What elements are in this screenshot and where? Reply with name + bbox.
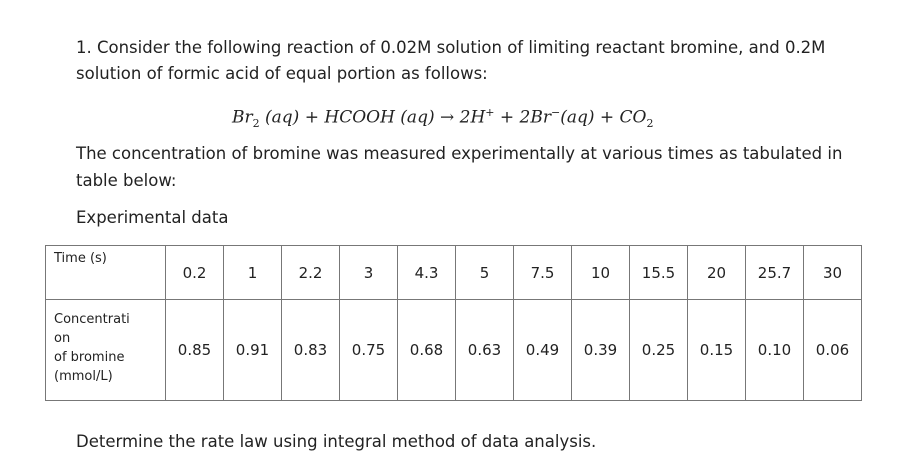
concentration-cell: 0.06 [804, 300, 862, 401]
concentration-cell: 0.85 [166, 300, 224, 401]
concentration-cell: 0.49 [514, 300, 572, 401]
concentration-line-1: The concentration of bromine was measured experimentally at various times as tabulated in [76, 144, 843, 163]
concentration-header-line: of bromine [54, 350, 125, 365]
reaction-equation [232, 101, 654, 136]
eq-part1: (aq) + HCOOH (aq) → 2H [259, 107, 486, 128]
time-cell: 25.7 [746, 246, 804, 300]
concentration-cell: 0.68 [398, 300, 456, 401]
time-cell: 3 [340, 246, 398, 300]
time-cell: 10 [572, 246, 630, 300]
concentration-cell: 0.39 [572, 300, 630, 401]
problem-line-2: solution of formic acid of equal portion as follows: [76, 64, 488, 83]
time-cell: 4.3 [398, 246, 456, 300]
concentration-cell: 0.91 [224, 300, 282, 401]
time-cell: 2.2 [282, 246, 340, 300]
data-table [45, 245, 862, 401]
determine-instruction: Determine the rate law using integral method of data analysis. [76, 432, 597, 451]
eq-part3: (aq) + CO [560, 107, 647, 128]
concentration-cell: 0.83 [282, 300, 340, 401]
time-cell: 20 [688, 246, 746, 300]
time-cell: 5 [456, 246, 514, 300]
time-cell: 0.2 [166, 246, 224, 300]
time-row [46, 246, 862, 300]
eq-br-sub: 2 [252, 117, 260, 131]
concentration-line-2: table below: [76, 171, 177, 190]
concentration-header-line: on [54, 331, 71, 346]
time-cell: 7.5 [514, 246, 572, 300]
concentration-cell: 0.10 [746, 300, 804, 401]
experimental-data-heading: Experimental data [76, 208, 229, 227]
concentration-header-line: (mmol/L) [54, 369, 113, 384]
eq-br: Br [232, 107, 253, 128]
concentration-cell: 0.25 [630, 300, 688, 401]
concentration-header-line: Concentrati [54, 312, 130, 327]
concentration-row [46, 300, 862, 401]
concentration-header [46, 300, 166, 401]
time-cell: 1 [224, 246, 282, 300]
concentration-cell: 0.75 [340, 300, 398, 401]
concentration-cell: 0.63 [456, 300, 514, 401]
eq-part2: + 2Br [494, 107, 551, 128]
time-cell: 15.5 [630, 246, 688, 300]
eq-plus-sup: + [485, 106, 495, 119]
time-header: Time (s) [46, 246, 166, 300]
eq-minus-sup: − [551, 106, 561, 119]
eq-co-sub: 2 [646, 117, 654, 131]
concentration-cell: 0.15 [688, 300, 746, 401]
time-cell: 30 [804, 246, 862, 300]
problem-line-1: 1. Consider the following reaction of 0.02M solution of limiting reactant bromine, and 0.2M [76, 38, 826, 57]
